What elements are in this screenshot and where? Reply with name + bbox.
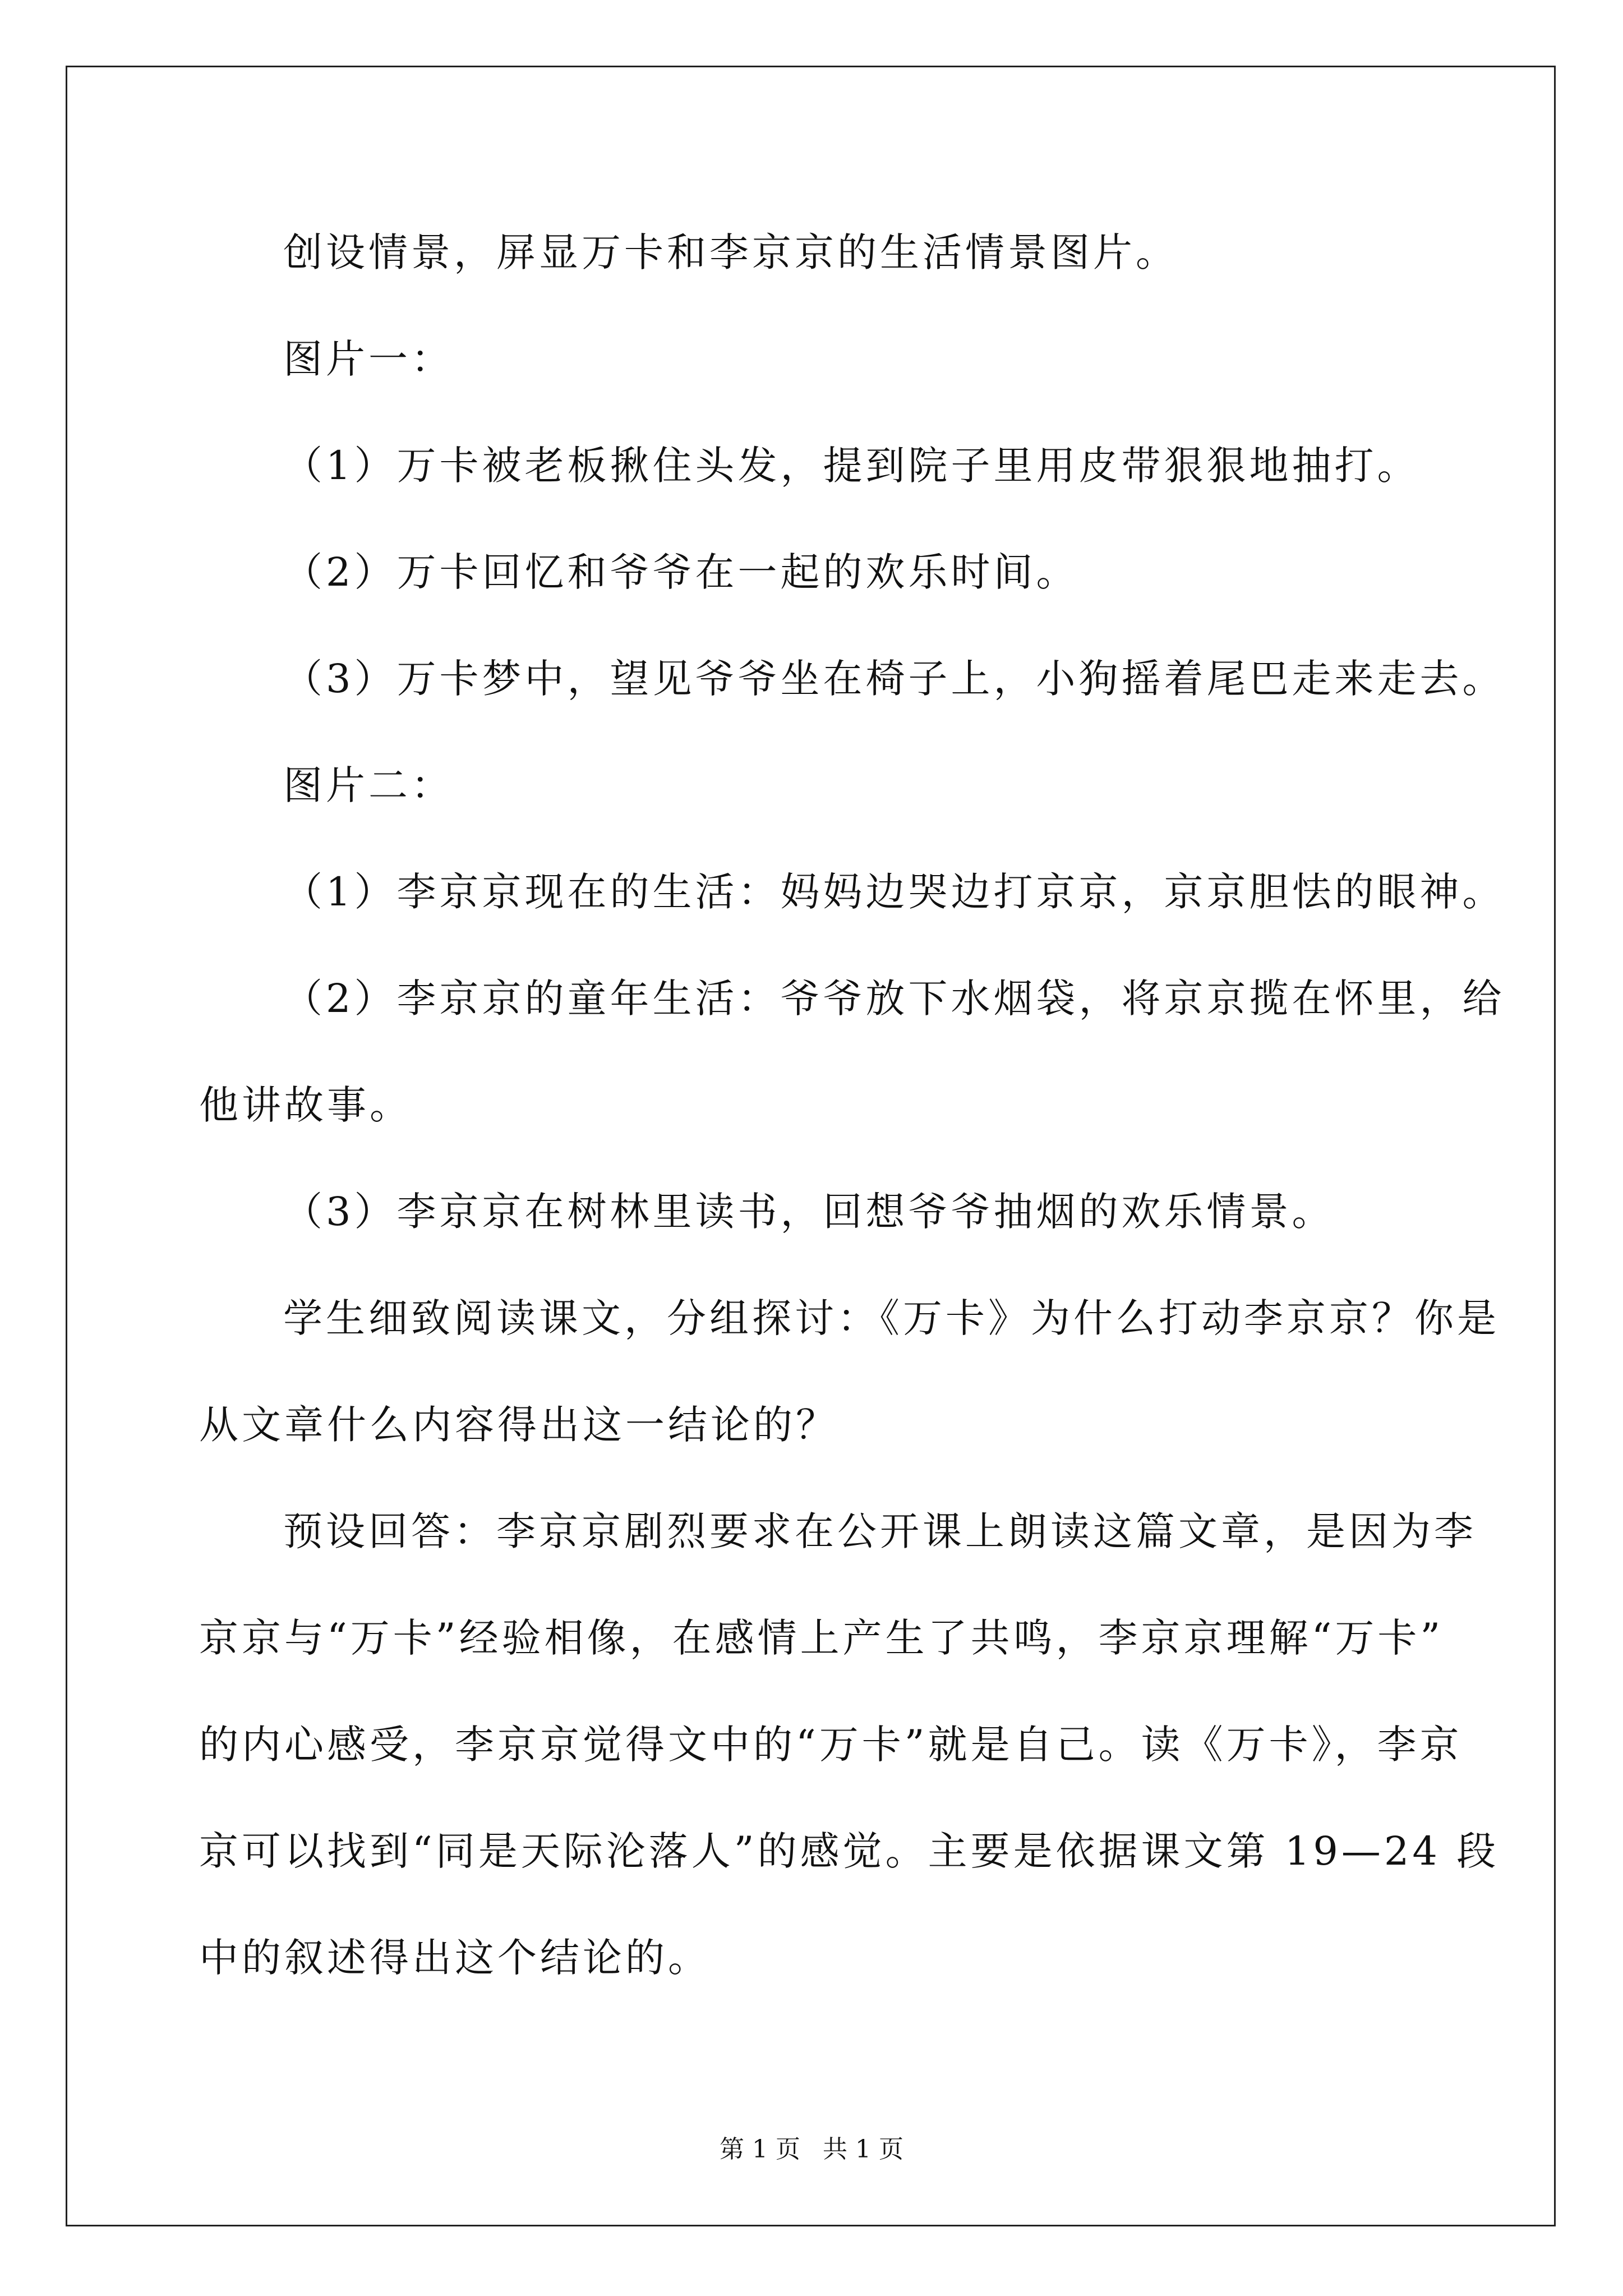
paragraph-answer-continuation: 京可以找到“同是天际沦落人”的感觉。主要是依据课文第 19—24 段 xyxy=(199,1828,1500,1874)
list-item-continuation: 他讲故事。 xyxy=(199,1082,412,1128)
list-item: （2）万卡回忆和爷爷在一起的欢乐时间。 xyxy=(283,549,1079,595)
paragraph-question: 学生细致阅读课文，分组探讨：《万卡》为什么打动李京京？你是 xyxy=(283,1295,1500,1341)
list-item: （3）李京京在树林里读书，回想爷爷抽烟的欢乐情景。 xyxy=(283,1189,1335,1235)
paragraph-answer-continuation: 京京与“万卡”经验相像，在感情上产生了共鸣，李京京理解“万卡” xyxy=(199,1615,1444,1661)
heading-picture-two: 图片二： xyxy=(283,762,454,808)
heading-picture-one: 图片一： xyxy=(283,336,454,382)
paragraph-question-continuation: 从文章什么内容得出这一结论的？ xyxy=(199,1402,838,1448)
paragraph-answer-continuation: 的内心感受，李京京觉得文中的“万卡”就是自己。读《万卡》，李京 xyxy=(199,1722,1463,1768)
paragraph-answer-continuation: 中的叙述得出这个结论的。 xyxy=(199,1935,711,1981)
list-item: （2）李京京的童年生活：爷爷放下水烟袋，将京京揽在怀里，给 xyxy=(283,976,1505,1022)
page-border xyxy=(66,66,1556,2226)
list-item: （3）万卡梦中，望见爷爷坐在椅子上，小狗摇着尾巴走来走去。 xyxy=(283,656,1505,702)
list-item: （1）李京京现在的生活：妈妈边哭边打京京，京京胆怯的眼神。 xyxy=(283,869,1505,915)
paragraph-answer: 预设回答：李京京剧烈要求在公开课上朗读这篇文章，是因为李 xyxy=(283,1508,1477,1554)
page-total: 共 1 页 xyxy=(823,2135,903,2164)
list-item: （1）万卡被老板揪住头发，提到院子里用皮带狠狠地抽打。 xyxy=(283,443,1420,489)
page-number: 第 1 页 xyxy=(720,2135,800,2164)
page-footer xyxy=(0,2134,1623,2165)
paragraph-intro: 创设情景，屏显万卡和李京京的生活情景图片。 xyxy=(283,229,1178,275)
